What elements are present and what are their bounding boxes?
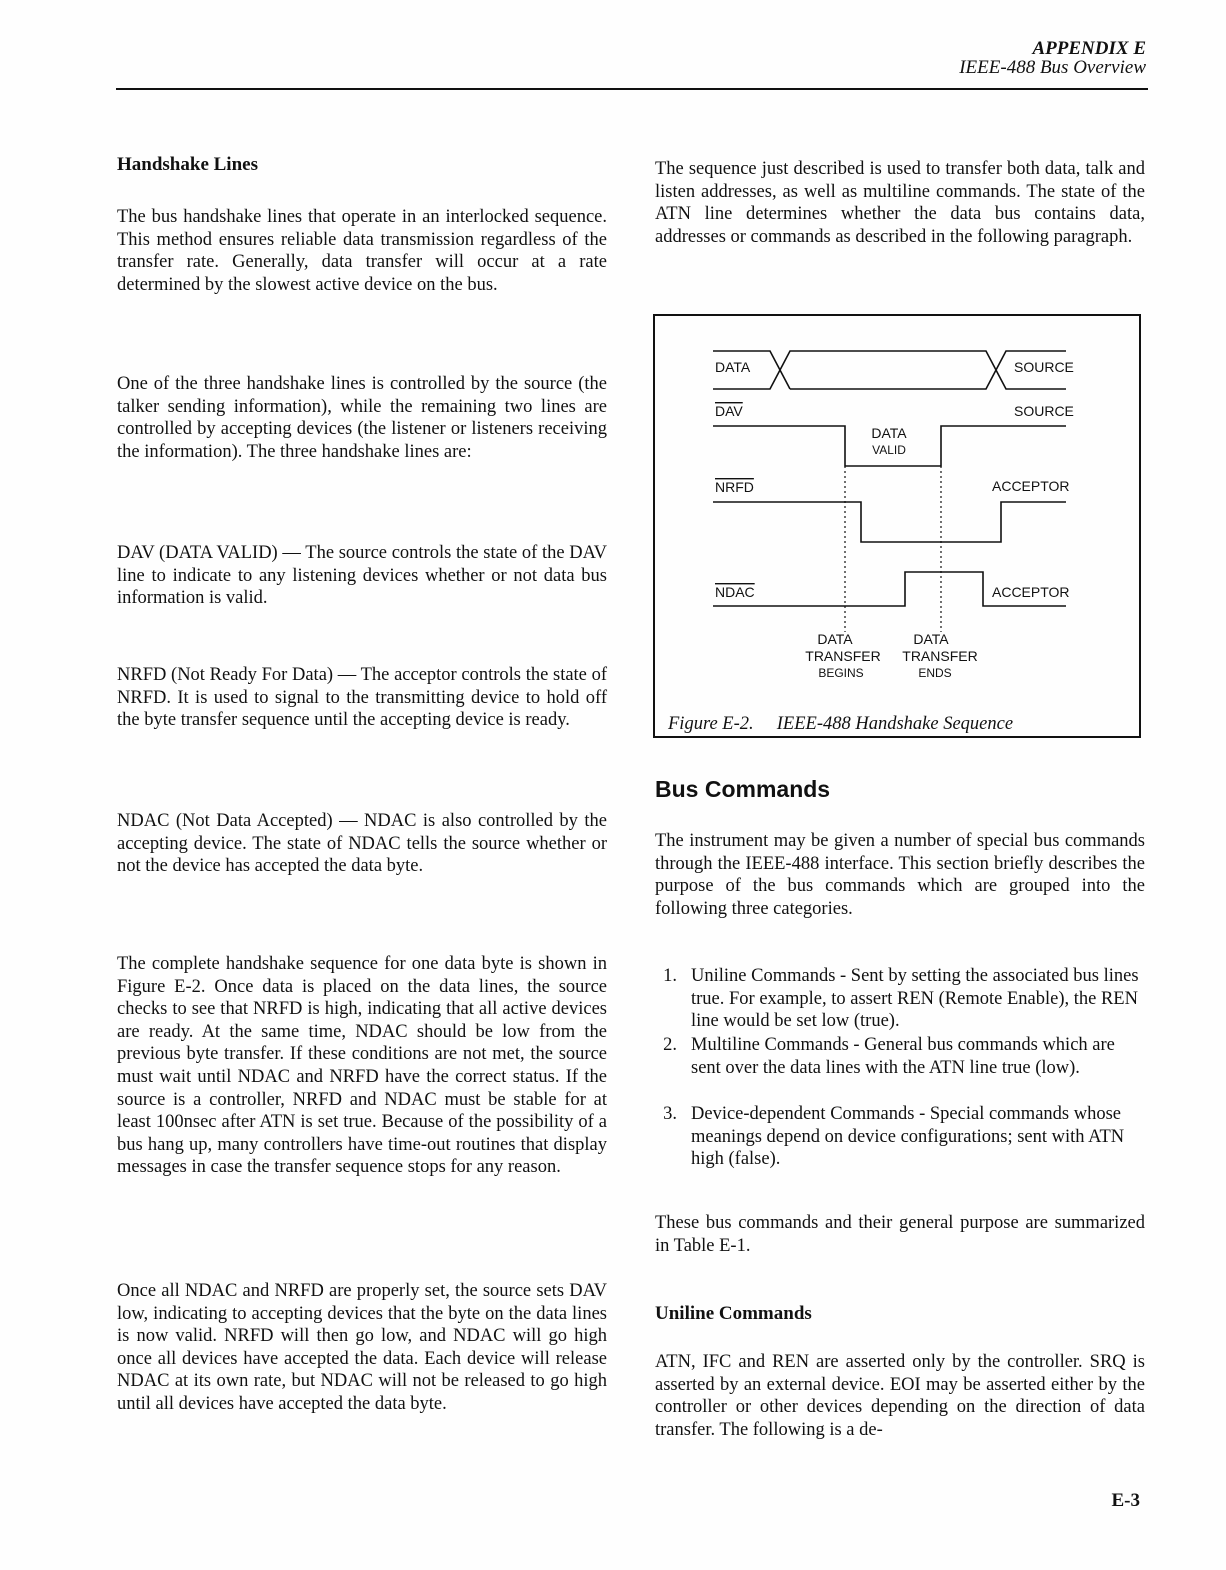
paragraph-handshake-intro: The bus handshake lines that operate in an interlocked sequence. This method ensures reliable data transmission regardless of the transfer rate. Generally, data transfer will occur at a rate determined by the slowest active device on the bus. — [117, 207, 607, 295]
transfer-begins-label: TRANSFER — [805, 648, 881, 664]
list-item — [655, 965, 1145, 1033]
list-item-number: 2. — [663, 1035, 677, 1055]
paragraph-three-lines: One of the three handshake lines is controlled by the source (the talker sending information), while the remaining two lines are controlled by accepting devices (the listener or listeners receiving the information). The three handshake lines are: — [117, 374, 607, 462]
uniline-commands-heading: Uniline Commands — [655, 1303, 812, 1324]
signal-label-dav: DAV — [715, 403, 743, 419]
paragraph-ndac: NDAC (Not Data Accepted) — NDAC is also controlled by the accepting device. The state of NDAC tells the source whether or not the device has accepted the data byte. — [117, 811, 607, 877]
figure-caption — [668, 714, 1013, 735]
data-valid-label: DATA — [871, 425, 907, 441]
running-header-subtitle: IEEE-488 Bus Overview — [959, 57, 1146, 78]
data-valid-label: VALID — [872, 443, 906, 457]
list-item — [655, 1103, 1145, 1171]
nrfd-waveform — [713, 502, 1066, 542]
handshake-timing-diagram — [653, 314, 1141, 714]
paragraph-nrfd: NRFD (Not Ready For Data) — The acceptor controls the state of NRFD. It is used to signal to the transmitting device to hold off the byte transfer sequence until the accepting device is ready. — [117, 665, 607, 731]
paragraph-dav-low: Once all NDAC and NRFD are properly set, the source sets DAV low, indicating to accepting devices that the byte on the data lines is now valid. NRFD will then go low, and NDAC will go high once all devices have accepted the data. Each device will release NDAC at its own rate, but NDAC will not be released to go high until all devices have accepted the data byte. — [117, 1281, 607, 1414]
transfer-begins-label: BEGINS — [818, 666, 864, 680]
transfer-ends-label: TRANSFER — [902, 648, 978, 664]
transfer-begins-label: DATA — [817, 631, 853, 647]
signal-label-ndac: NDAC — [715, 584, 755, 600]
signal-label-data: DATA — [715, 359, 751, 375]
list-item-number: 3. — [663, 1104, 677, 1124]
header-rule — [116, 88, 1148, 90]
list-item-number: 1. — [663, 966, 677, 986]
figure-caption-title: IEEE-488 Handshake Sequence — [776, 714, 1014, 734]
role-label-acceptor: ACCEPTOR — [992, 584, 1070, 600]
signal-label-nrfd: NRFD — [715, 479, 754, 495]
role-label-source: SOURCE — [1014, 403, 1074, 419]
transfer-ends-label: ENDS — [918, 666, 952, 680]
role-label-source: SOURCE — [1014, 359, 1074, 375]
transfer-ends-label: DATA — [913, 631, 949, 647]
page-number: E-3 — [1111, 1490, 1140, 1511]
bus-commands-heading: Bus Commands — [655, 776, 831, 802]
role-label-acceptor: ACCEPTOR — [992, 478, 1070, 494]
list-item-text: Device-dependent Commands - Special commands whose meanings depend on device configurations; sent with ATN high (false). — [691, 1104, 1125, 1170]
paragraph-summary: These bus commands and their general purpose are summarized in Table E-1. — [655, 1213, 1145, 1256]
running-header-appendix: APPENDIX E — [1032, 38, 1146, 59]
list-item-text: Multiline Commands - General bus commands which are sent over the data lines with the ATN line true (low). — [691, 1035, 1115, 1078]
paragraph-uniline: ATN, IFC and REN are asserted only by the controller. SRQ is asserted by an external device. EOI may be asserted either by the controller or other devices depending on the direction of data transfer. The following is a de- — [655, 1352, 1145, 1440]
list-item-text: Uniline Commands - Sent by setting the associated bus lines true. For example, to assert REN (Remote Enable), the REN line would be set low (true). — [691, 966, 1139, 1032]
paragraph-bus-commands-intro: The instrument may be given a number of special bus commands through the IEEE-488 interface. This section briefly describes the purpose of the bus commands which are grouped into the following three categories. — [655, 831, 1145, 919]
list-item — [655, 1034, 1145, 1102]
paragraph-sequence-described: The sequence just described is used to transfer both data, talk and listen addresses, as well as multiline commands. The state of the ATN line determines whether the data bus contains data, addresses or commands as described in the following paragraph. — [655, 159, 1145, 247]
handshake-lines-heading: Handshake Lines — [117, 154, 258, 175]
figure-caption-number: Figure E-2. — [668, 714, 754, 734]
paragraph-dav: DAV (DATA VALID) — The source controls the state of the DAV line to indicate to any listening devices whether or not data bus information is valid. — [117, 543, 607, 609]
paragraph-complete-sequence: The complete handshake sequence for one data byte is shown in Figure E-2. Once data is placed on the data lines, the source checks to see that NRFD is high, indicating that all active devices are ready. At the same time, NDAC should be low from the previous byte transfer. If these conditions are not met, the source must wait until NDAC and NRFD have the correct status. If the source is a controller, NRFD and NDAC must be stable for at least 100nsec after ATN is set true. Because of the possibility of a bus hang up, many controllers have time-out routines that display messages in case the transfer sequence stops for any reason. — [117, 954, 607, 1178]
